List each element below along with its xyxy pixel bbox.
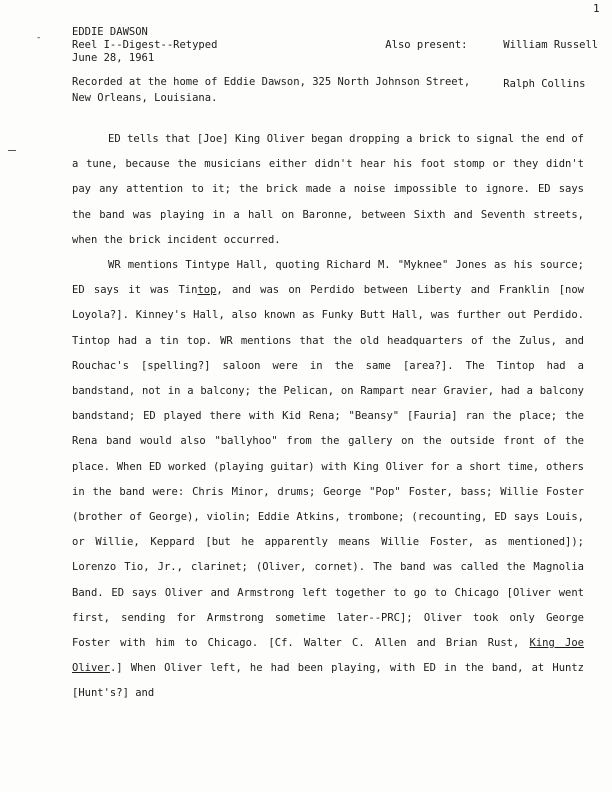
paragraph-text: WR mentions Tintype Hall, quoting Richard M. "Myknee" Jones as his source; ED says it was Tin	[72, 259, 584, 297]
page-number: 1	[593, 2, 600, 15]
underlined-text: top	[197, 284, 217, 297]
document-body	[72, 127, 584, 707]
paragraph: ED tells that [Joe] King Oliver began dropping a brick to signal the end of a tune, because the musicians either didn't hear his foot stomp or they didn't pay any attention to it; the brick made a noise impossible to ignore. ED says the band was playing in a hall on Baronne, between Sixth and Seventh streets, when the brick incident occurred.	[72, 133, 584, 246]
document-header	[72, 26, 217, 65]
margin-dash-mark: -	[36, 33, 42, 43]
book-title: King Joe Oliver	[72, 637, 584, 675]
reel-label: Reel I--Digest--Retyped	[72, 39, 218, 51]
also-present-person: William Russell	[503, 39, 599, 51]
paragraph	[72, 253, 584, 707]
recording-location-line: Recorded at the home of Eddie Dawson, 325 North Johnson Street,	[72, 76, 471, 88]
interview-date: June 28, 1961	[72, 52, 155, 64]
paragraph-text: , and was on Perdido between Liberty and Franklin [now Loyola?]. Kinney's Hall, also known as Funky Butt Hall, was further out Perdido. Tintop had a tin top. WR mentions that the old headquarters of the Zulus, and Rouchac's [spelling?] saloon were in the same [area?]. The Tintop had a bandstand, not in a balcony; the Pelican, on Rampart near Gravier, had a balcony bandstand; ED played there with Kid Rena; "Beansy" [Fauria] ran the place; the Rena band would also "ballyhoo" from the gallery on the outside front of the place. When ED worked (playing guitar) with King Oliver for a short time, others in the band were: Chris Minor, drums; George "Pop" Foster, bass; Willie Foster (brother of George), violin; Eddie Atkins, trombone; (recounting, ED says Louis, or Willie, Keppard [but he apparently means Willie Foster, as mentioned]); Lorenzo Tio, Jr., clarinet; (Oliver, cornet). The band was called the Magnolia Band. ED says Oliver and Armstrong left together to go to Chicago [Oliver went first, sending for Armstrong sometime later--PRC]; Oliver took only George Foster with him to Chicago. [Cf. Walter C. Allen and Brian Rust,	[72, 284, 584, 650]
recording-location	[72, 74, 552, 106]
interviewee-name: EDDIE DAWSON	[72, 26, 148, 38]
margin-tick	[8, 150, 16, 151]
also-present-person: Ralph Collins	[503, 78, 586, 90]
also-present-label: Also present:	[385, 39, 468, 51]
recording-location-line: New Orleans, Louisiana.	[72, 92, 218, 104]
paragraph-text: .] When Oliver left, he had been playing, with ED in the band, at Huntz [Hunt's?] and	[72, 662, 584, 700]
